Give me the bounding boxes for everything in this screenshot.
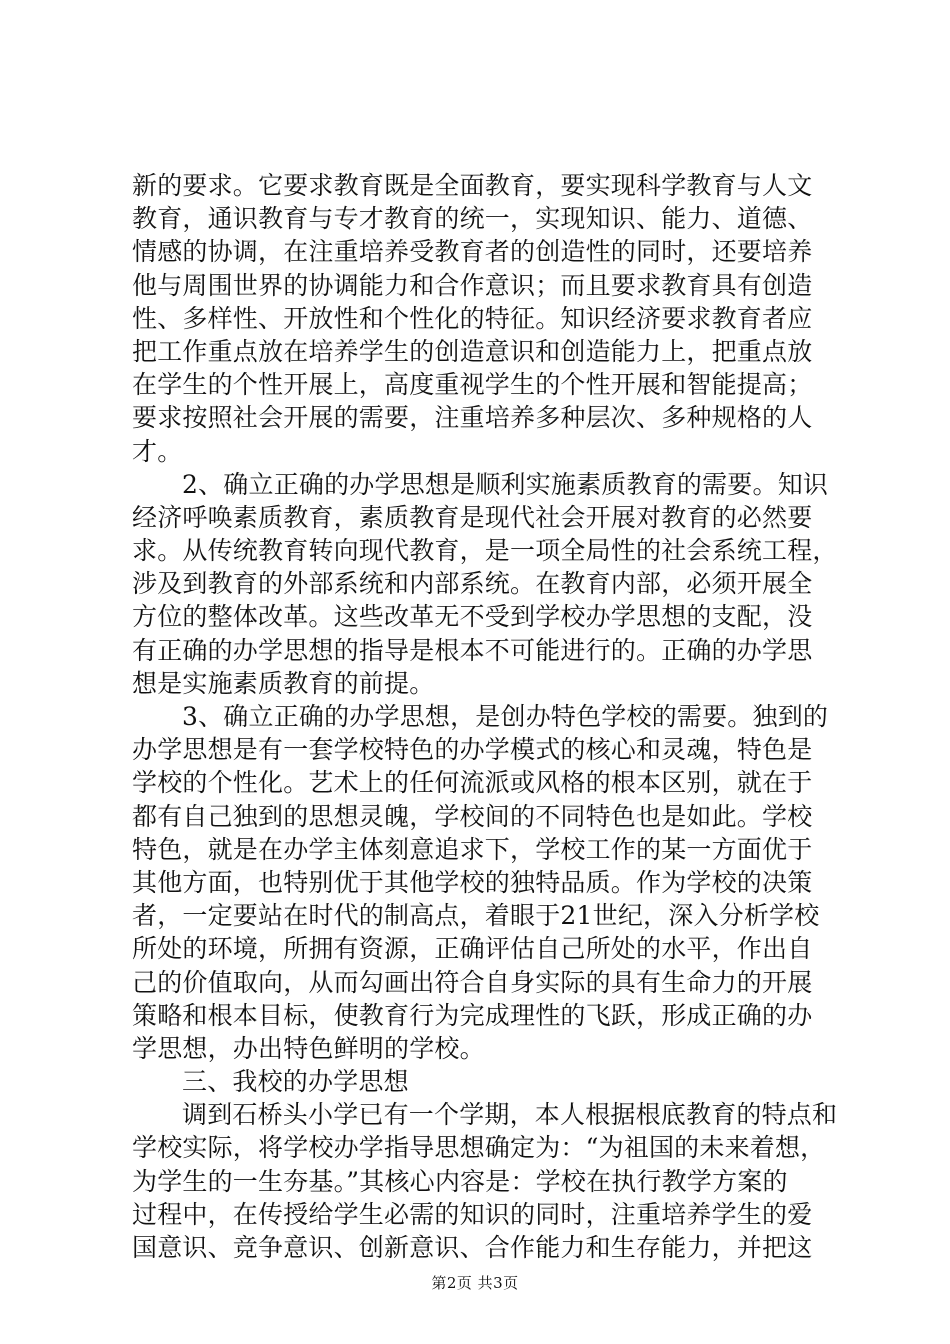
text-line: 策略和根本目标，使教育行为完成理性的飞跃，形成正确的办 bbox=[132, 1000, 813, 1030]
text-line: 国意识、竞争意识、创新意识、合作能力和生存能力，并把这 bbox=[132, 1233, 813, 1262]
text-line: 学校的个性化。艺术上的任何流派或风格的根本区别，就在于 bbox=[132, 768, 813, 798]
page-footer: 第2页 共3页 bbox=[431, 1274, 519, 1292]
paragraph-first-line: 调到石桥头小学已有一个学期，本人根据根底教育的特点和 bbox=[182, 1100, 838, 1130]
text-line: 学思想，办出特色鲜明的学校。 bbox=[132, 1033, 485, 1063]
text-line: 方位的整体改革。这些改革无不受到学校办学思想的支配，没 bbox=[132, 602, 813, 632]
text-line: 学校实际，将学校办学指导思想确定为：“为祖国的未来着想， bbox=[132, 1133, 826, 1163]
text-line: 想是实施素质教育的前提。 bbox=[132, 668, 435, 698]
document-body bbox=[132, 169, 838, 1264]
text-line: 办学思想是有一套学校特色的办学模式的核心和灵魂，特色是 bbox=[132, 735, 813, 765]
text-line: 己的价值取向，从而勾画出符合自身实际的具有生命力的开展 bbox=[132, 967, 813, 997]
text-line: 涉及到教育的外部系统和内部系统。在教育内部，必须开展全 bbox=[132, 569, 813, 599]
text-line: 性、多样性、开放性和个性化的特征。知识经济要求教育者应 bbox=[132, 303, 813, 333]
text-line: 所处的环境，所拥有资源，正确评估自己所处的水平，作出自 bbox=[132, 934, 813, 964]
text-line: 要求按照社会开展的需要，注重培养多种层次、多种规格的人 bbox=[132, 403, 813, 433]
text-line: 有正确的办学思想的指导是根本不可能进行的。正确的办学思 bbox=[132, 635, 813, 665]
text-line: 者，一定要站在时代的制高点，着眼于21世纪，深入分析学校 bbox=[132, 901, 820, 931]
paragraph-first-line: 2、确立正确的办学思想是顺利实施素质教育的需要。知识 bbox=[182, 469, 829, 499]
text-line: 经济呼唤素质教育，素质教育是现代社会开展对教育的必然要 bbox=[132, 502, 813, 532]
text-line: 过程中，在传授给学生必需的知识的同时，注重培养学生的爱 bbox=[132, 1199, 813, 1229]
text-line: 教育，通识教育与专才教育的统一，实现知识、能力、道德、 bbox=[132, 204, 813, 234]
text-line: 新的要求。它要求教育既是全面教育，要实现科学教育与人文 bbox=[132, 171, 813, 200]
text-line: 把工作重点放在培养学生的创造意识和创造能力上，把重点放 bbox=[132, 336, 813, 366]
text-line: 求。从传统教育转向现代教育，是一项全局性的社会系统工程， bbox=[132, 536, 838, 566]
text-line: 他与周围世界的协调能力和合作意识；而且要求教育具有创造 bbox=[132, 270, 813, 300]
text-line: 特色，就是在办学主体刻意追求下，学校工作的某一方面优于 bbox=[132, 834, 813, 864]
text-line: 其他方面，也特别优于其他学校的独特品质。作为学校的决策 bbox=[132, 867, 813, 897]
text-line: 都有自己独到的思想灵魄，学校间的不同特色也是如此。学校 bbox=[132, 801, 813, 831]
text-line: 为学生的一生夯基。”其核心内容是：学校在执行教学方案的 bbox=[132, 1166, 788, 1196]
text-line: 才。 bbox=[132, 436, 183, 466]
text-line: 在学生的个性开展上，高度重视学生的个性开展和智能提高； bbox=[132, 370, 813, 400]
paragraph-first-line: 三、我校的办学思想 bbox=[182, 1067, 409, 1097]
paragraph-first-line: 3、确立正确的办学思想，是创办特色学校的需要。独到的 bbox=[182, 702, 829, 731]
text-line: 情感的协调，在注重培养受教育者的创造性的同时，还要培养 bbox=[132, 237, 813, 267]
